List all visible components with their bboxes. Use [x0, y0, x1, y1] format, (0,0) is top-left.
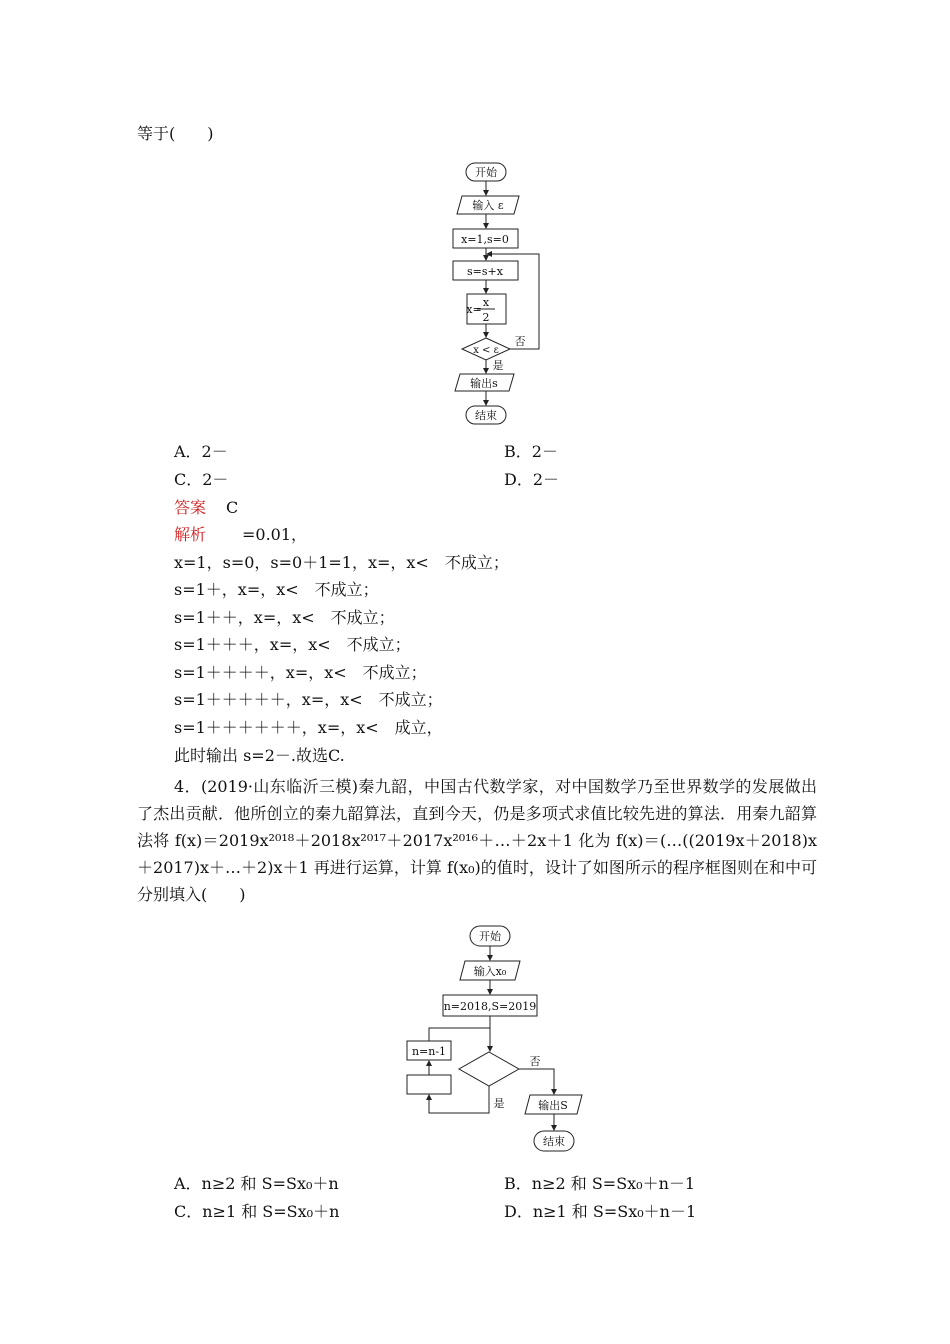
analysis-step: s=1＋＋，x=，x< 不成立；	[174, 608, 395, 627]
fc3-start-text: 开始	[475, 166, 497, 179]
question-4-text: 4．(2019·山东临沂三模)秦九韶，中国古代数学家，对中国数学乃至世界数学的发展做出了杰出贡献．他所创立的秦九韶算法，直到今天，仍是多项式求值比较先进的算法．用秦九韶算法将 f(x)＝2019x²⁰¹⁸＋2018x²⁰¹⁷＋2017x²⁰¹⁶＋…＋2x＋1 化为 f(x)＝(…((2019x＋2018)x＋2017)x＋…＋2)x＋1 再进行运算，计算 f(x₀)的值时，设计了如图所示的程序框图则在和中可分别填入( )	[137, 777, 817, 904]
answer-label: 答案	[174, 498, 207, 517]
fc3-init-text: x=1,s=0	[461, 233, 509, 246]
answer-value: C	[226, 498, 239, 517]
fc4-blank-box	[407, 1075, 451, 1094]
analysis-conclusion: 此时输出 s=2－.故选C.	[174, 746, 345, 765]
fc3-half-num: x	[482, 296, 490, 309]
fc3-cond-text: x < ε	[473, 345, 499, 356]
question-stem-tail: 等于( )	[137, 124, 214, 143]
analysis-step: s=1＋＋＋＋，x=，x< 不成立；	[174, 663, 427, 682]
q4-option-b: B．n≥2 和 S=Sx₀＋n－1	[504, 1174, 696, 1193]
fc4-init-text: n=2018,S=2019	[443, 1000, 537, 1013]
option-b: B．2－	[504, 442, 558, 461]
analysis-step: s=1＋，x=，x< 不成立；	[174, 580, 379, 599]
analysis-step: s=1＋＋＋，x=，x< 不成立；	[174, 635, 411, 654]
fc4-yes-label: 是	[493, 1097, 505, 1110]
option-a: A．2－	[174, 442, 228, 461]
flowchart-q4	[400, 922, 600, 1158]
fc3-sum-text: s=s+x	[467, 265, 503, 278]
flowchart-q3	[440, 158, 560, 428]
fc3-no-label: 否	[514, 335, 526, 348]
fc3-half-lhs: x=	[466, 303, 482, 316]
fc3-end-text: 结束	[475, 409, 497, 422]
fc4-end-text: 结束	[543, 1135, 565, 1148]
option-d: D．2－	[504, 470, 560, 489]
fc4-input-text: 输入x₀	[473, 965, 507, 978]
q4-option-a: A．n≥2 和 S=Sx₀＋n	[174, 1174, 339, 1193]
analysis-step: x=1，s=0，s=0＋1=1，x=，x< 不成立；	[174, 553, 509, 572]
fc3-output-text: 输出s	[470, 377, 498, 390]
fc4-dec-text: n=n-1	[411, 1045, 447, 1058]
fc4-start-text: 开始	[479, 930, 501, 943]
fc3-half-den: 2	[482, 311, 490, 324]
fc3-input-text: 输入 ε	[472, 199, 504, 212]
analysis-step: s=1＋＋＋＋＋＋，x=，x< 成立，	[174, 718, 443, 737]
fc4-cond-diamond	[459, 1052, 519, 1086]
fc4-no-label: 否	[529, 1055, 541, 1068]
q4-option-d: D．n≥1 和 S=Sx₀＋n－1	[504, 1202, 697, 1221]
q4-option-c: C．n≥1 和 S=Sx₀＋n	[174, 1202, 340, 1221]
analysis-step: s=1＋＋＋＋＋，x=，x< 不成立；	[174, 690, 443, 709]
fc4-output-text: 输出S	[538, 1099, 568, 1112]
analysis-first-line: =0.01，	[210, 525, 308, 544]
fc3-yes-label: 是	[492, 359, 504, 372]
analysis-label: 解析	[174, 525, 207, 544]
option-c: C．2－	[174, 470, 229, 489]
